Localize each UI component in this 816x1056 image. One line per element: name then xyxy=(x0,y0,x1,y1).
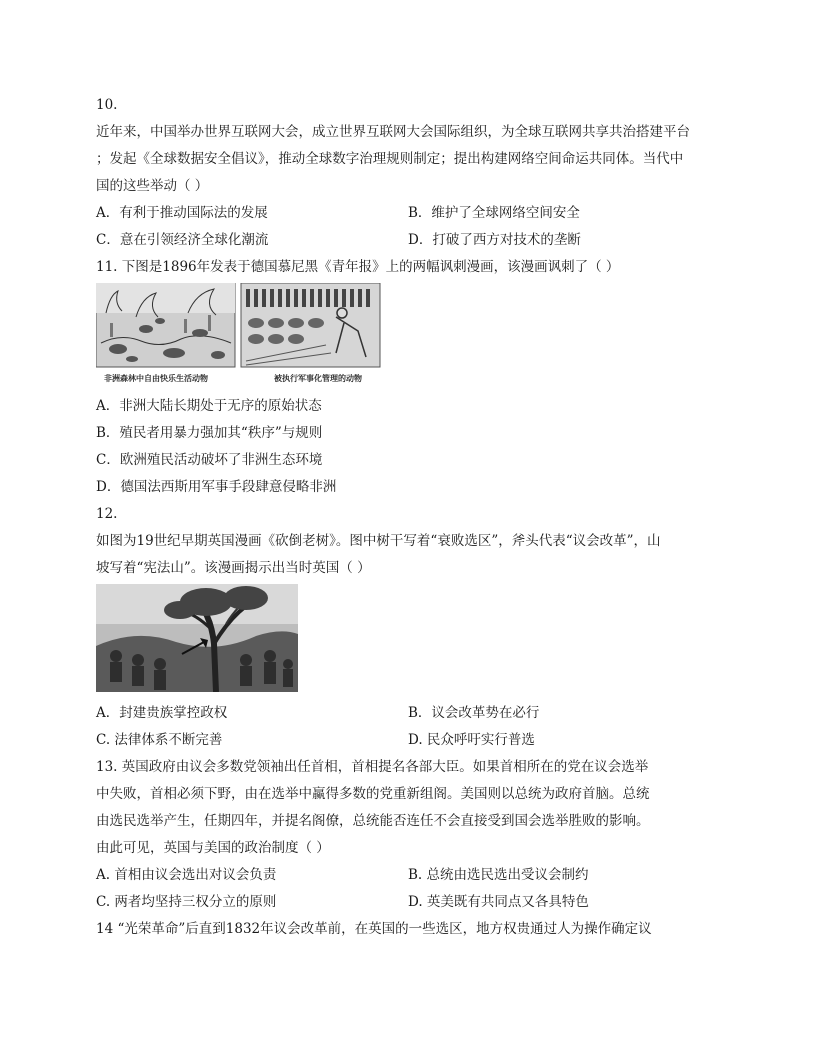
q10-stem-line-1: 近年来，中国举办世界互联网大会，成立世界互联网大会国际组织，为全球互联网共享共治搭建平台 xyxy=(96,124,690,140)
q11-caption-right: 被执行军事化管理的动物 xyxy=(274,374,362,383)
q10-option-b: B．维护了全球网络空间安全 xyxy=(408,205,580,221)
q10-number: 10. xyxy=(96,97,118,113)
q10-option-a: A．有利于推动国际法的发展 xyxy=(96,205,268,221)
q11-caption-left: 非洲森林中自由快乐生活动物 xyxy=(104,374,208,383)
q13-stem-line-2: 中失败，首相必须下野，由在选举中赢得多数的党重新组阁。美国则以总统为政府首脑。总统 xyxy=(96,786,650,802)
q10-option-c: C．意在引领经济全球化潮流 xyxy=(96,232,269,248)
q12-options-row-2 xyxy=(96,727,726,754)
q12-cartoon-image xyxy=(96,584,298,692)
q10-options-row-2 xyxy=(96,227,726,254)
q13-stem-line-3: 由选民选举产生，任期四年，并提名阁僚，总统能否连任不会直接受到国会选举胜败的影响。 xyxy=(96,813,650,829)
q11-stem: 11. 下图是1896年发表于德国慕尼黑《青年报》上的两幅讽刺漫画，该漫画讽刺了（ ） xyxy=(96,259,620,275)
q12-option-b: B．议会改革势在必行 xyxy=(408,705,540,721)
q12-stem-line-2: 坡写着“宪法山”。该漫画揭示出当时英国（ ） xyxy=(96,560,371,576)
q10-options-row-1 xyxy=(96,200,726,227)
q12-option-c: C. 法律体系不断完善 xyxy=(96,732,223,748)
q14-stem-line-1: 14 “光荣革命”后直到1832年议会改革前，在英国的一些选区，地方权贵通过人为操作确定议 xyxy=(96,921,652,937)
q12-option-d: D. 民众呼吁实行普选 xyxy=(408,732,535,748)
q11-option-b: B．殖民者用暴力强加其“秩序”与规则 xyxy=(96,425,323,441)
q12-stem-line-1: 如图为19世纪早期英国漫画《砍倒老树》。图中树干写着“衰败选区”，斧头代表“议会改革”，山 xyxy=(96,533,661,549)
q11-option-c: C．欧洲殖民活动破坏了非洲生态环境 xyxy=(96,452,323,468)
q13-options-row-2 xyxy=(96,889,726,916)
q13-option-d: D. 英美既有共同点又各具特色 xyxy=(408,894,589,910)
q12-cartoon-figure xyxy=(96,584,726,696)
q13-option-c: C. 两者均坚持三权分立的原则 xyxy=(96,894,277,910)
q13-stem-line-4: 由此可见，英国与美国的政治制度（ ） xyxy=(96,840,330,856)
q13-option-a: A. 首相由议会选出对议会负责 xyxy=(96,867,277,883)
q10-option-d: D．打破了西方对技术的垄断 xyxy=(408,232,581,248)
q12-number: 12. xyxy=(96,506,118,522)
q10-stem-line-3: 国的这些举动（ ） xyxy=(96,178,209,194)
exam-page xyxy=(96,92,726,943)
q13-option-b: B. 总统由选民选出受议会制约 xyxy=(408,867,589,883)
q11-option-d: D．德国法西斯用军事手段肆意侵略非洲 xyxy=(96,479,337,495)
q13-options-row-1 xyxy=(96,862,726,889)
q11-cartoon-figure xyxy=(96,283,726,389)
q13-stem-line-1: 13. 英国政府由议会多数党领袖出任首相，首相提名各部大臣。如果首相所在的党在议会选举 xyxy=(96,759,649,775)
q12-option-a: A．封建贵族掌控政权 xyxy=(96,705,228,721)
q11-cartoon-image xyxy=(96,283,382,387)
q12-options-row-1 xyxy=(96,700,726,727)
q11-option-a: A．非洲大陆长期处于无序的原始状态 xyxy=(96,398,322,414)
q10-stem-line-2: ；发起《全球数据安全倡议》，推动全球数字治理规则制定；提出构建网络空间命运共同体。当代中 xyxy=(96,151,684,167)
